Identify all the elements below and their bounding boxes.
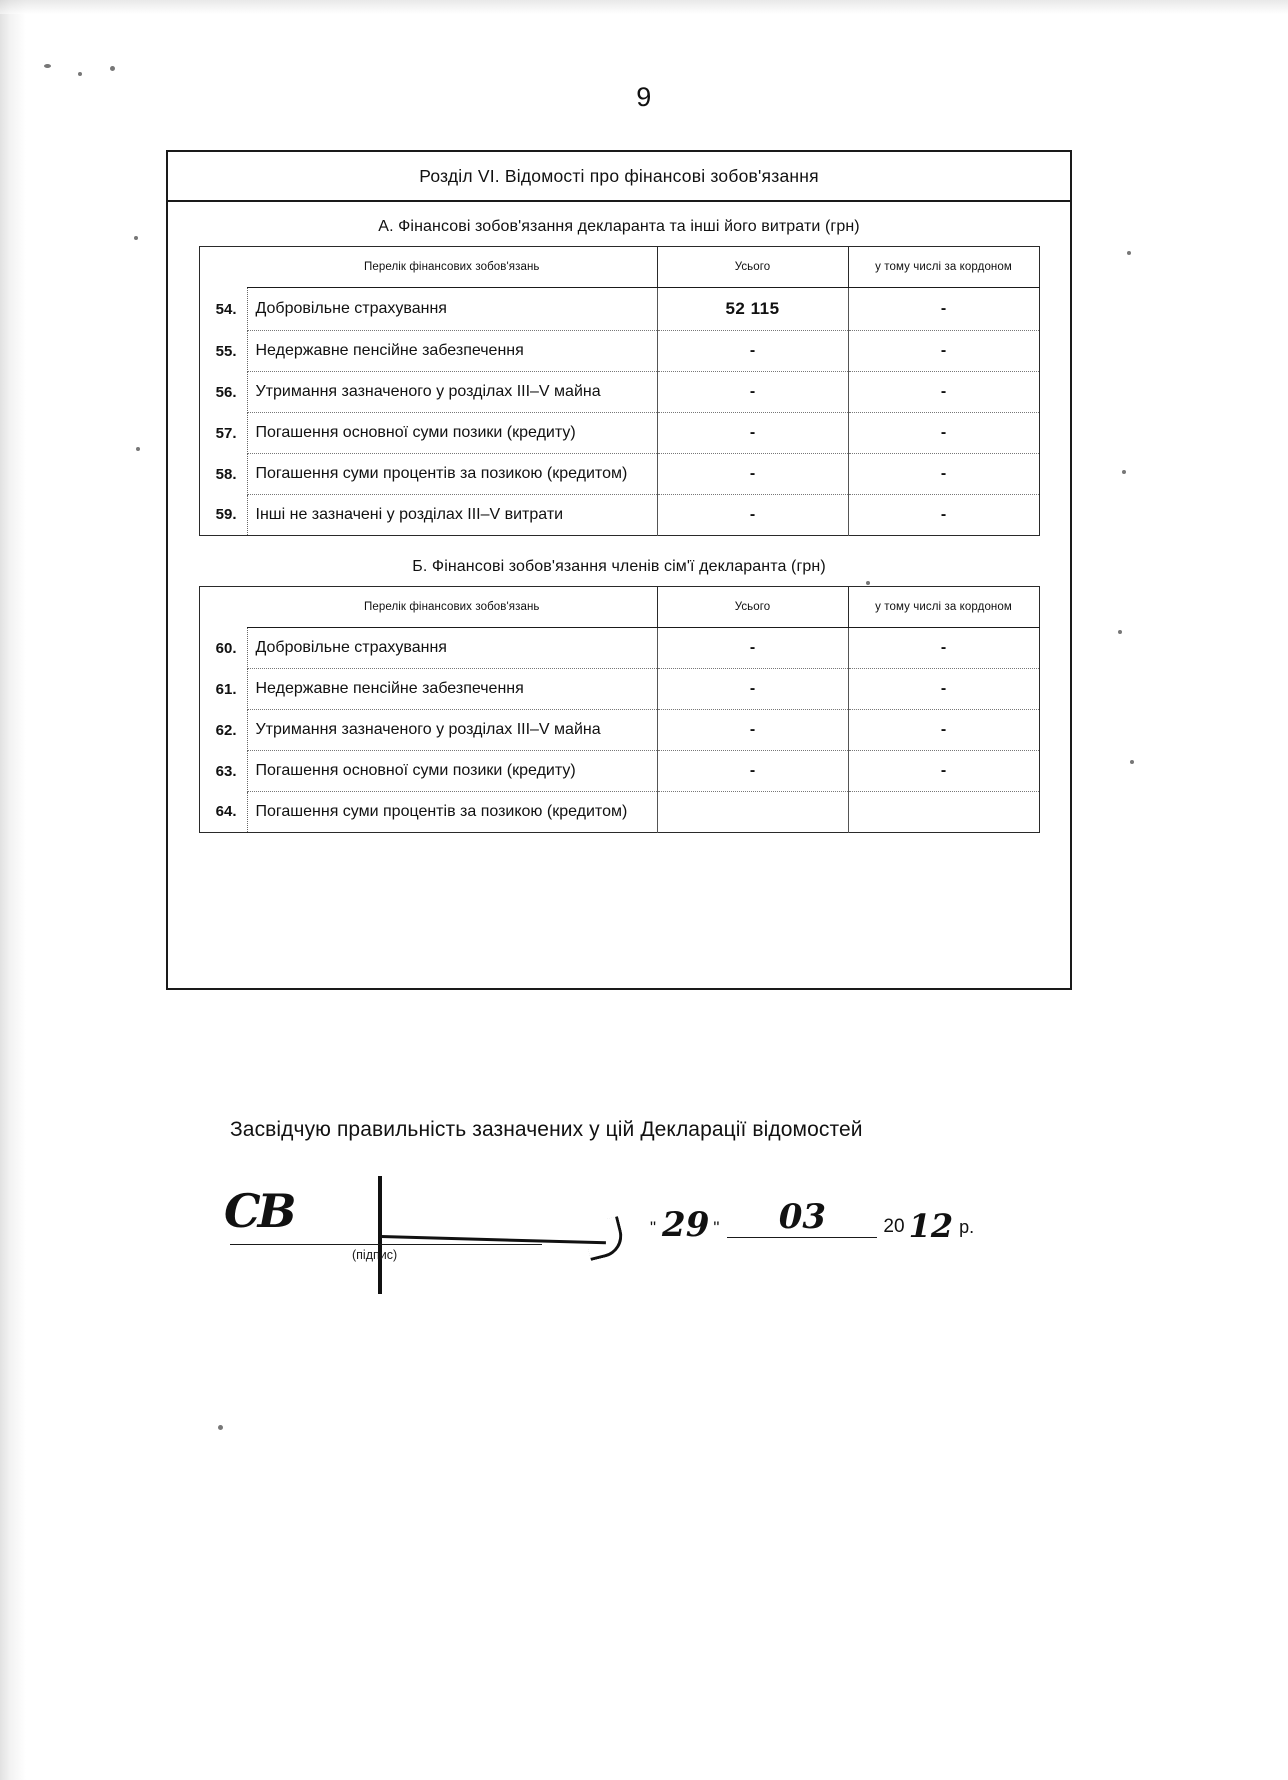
column-header-total: Усього — [657, 247, 848, 288]
scan-speck — [110, 66, 115, 71]
column-header-number — [199, 587, 247, 628]
table-header-row — [199, 247, 1039, 288]
page-number: 9 — [636, 82, 652, 112]
row-total-value: - — [657, 751, 848, 792]
table-row — [199, 331, 1039, 372]
table-row — [199, 792, 1039, 833]
row-abroad-value: - — [848, 288, 1039, 331]
signature-line — [230, 1244, 542, 1245]
table-row — [199, 372, 1039, 413]
row-total-value: - — [657, 710, 848, 751]
table-row — [199, 495, 1039, 536]
row-number: 61. — [199, 669, 247, 710]
column-header-name: Перелік фінансових зобов'язань — [247, 587, 657, 628]
column-header-abroad: у тому числі за кордоном — [848, 247, 1039, 288]
signature-stroke-hook — [582, 1216, 627, 1261]
table-row — [199, 288, 1039, 331]
row-number: 58. — [199, 454, 247, 495]
table-row — [199, 669, 1039, 710]
row-abroad-value: - — [848, 751, 1039, 792]
table-b-body — [199, 628, 1039, 833]
row-number: 62. — [199, 710, 247, 751]
row-number: 63. — [199, 751, 247, 792]
scan-speck — [134, 236, 138, 240]
scan-speck — [44, 64, 51, 68]
row-total-value: - — [657, 331, 848, 372]
date-group — [650, 1197, 975, 1245]
row-label: Добровільне страхування — [247, 288, 657, 331]
scan-speck — [1118, 630, 1122, 634]
row-number: 60. — [199, 628, 247, 669]
signature-block — [224, 1118, 1050, 1272]
date-year: 12 — [908, 1207, 954, 1245]
row-abroad-value: - — [848, 669, 1039, 710]
row-label: Утримання зазначеного у розділах III–V майна — [247, 372, 657, 413]
row-label: Погашення суми процентів за позикою (кредитом) — [247, 792, 657, 833]
quote-open: " — [650, 1218, 657, 1237]
row-label: Утримання зазначеного у розділах III–V майна — [247, 710, 657, 751]
row-total-value: - — [657, 669, 848, 710]
table-row — [199, 710, 1039, 751]
subsection-a-title: А. Фінансові зобов'язання декларанта та інші його витрати (грн) — [378, 218, 860, 235]
row-label: Недержавне пенсійне забезпечення — [247, 331, 657, 372]
signature-caption: (підпис) — [352, 1248, 398, 1262]
table-a-body — [199, 288, 1039, 536]
year-prefix: 20 — [883, 1216, 905, 1237]
row-total-value — [657, 792, 848, 833]
table-row — [199, 751, 1039, 792]
row-abroad-value: - — [848, 331, 1039, 372]
table-header-row — [199, 587, 1039, 628]
row-label: Погашення основної суми позики (кредиту) — [247, 751, 657, 792]
scan-speck — [218, 1425, 223, 1430]
column-header-abroad: у тому числі за кордоном — [848, 587, 1039, 628]
financial-obligations-table-b — [199, 586, 1040, 833]
row-abroad-value: - — [848, 372, 1039, 413]
date-day: 29 — [662, 1205, 710, 1245]
section-title: Розділ VI. Відомості про фінансові зобов'язання — [168, 152, 1070, 202]
signature-row — [224, 1162, 1050, 1272]
scan-speck — [1130, 760, 1134, 764]
date-month-field — [727, 1197, 877, 1238]
scan-speck — [1122, 470, 1126, 474]
row-label: Погашення суми процентів за позикою (кредитом) — [247, 454, 657, 495]
row-total-value: - — [657, 628, 848, 669]
year-suffix: р. — [959, 1217, 975, 1237]
quote-close: " — [713, 1218, 720, 1237]
row-number: 64. — [199, 792, 247, 833]
column-header-name: Перелік фінансових зобов'язань — [247, 247, 657, 288]
row-label: Погашення основної суми позики (кредиту) — [247, 413, 657, 454]
column-header-number — [199, 247, 247, 288]
subsection-b-title: Б. Фінансові зобов'язання членів сім'ї декларанта (грн) — [412, 558, 826, 575]
row-total-value: - — [657, 413, 848, 454]
row-label: Недержавне пенсійне забезпечення — [247, 669, 657, 710]
table-row — [199, 628, 1039, 669]
row-total-value: 52 115 — [657, 288, 848, 331]
declaration-section-frame — [166, 150, 1072, 990]
certification-statement: Засвідчую правильність зазначених у цій Декларації відомостей — [230, 1118, 863, 1141]
row-abroad-value: - — [848, 628, 1039, 669]
table-row — [199, 413, 1039, 454]
table-row — [199, 454, 1039, 495]
row-abroad-value: - — [940, 506, 947, 523]
row-number: 55. — [199, 331, 247, 372]
row-label: Добровільне страхування — [247, 628, 657, 669]
row-number: 57. — [199, 413, 247, 454]
row-abroad-value: - — [848, 710, 1039, 751]
date-month: 03 — [778, 1197, 827, 1237]
financial-obligations-table-a — [199, 246, 1040, 536]
row-abroad-value: - — [848, 454, 1039, 495]
handwritten-signature: СВ — [224, 1184, 294, 1238]
column-header-total: Усього — [657, 587, 848, 628]
scan-edge-shadow-left — [0, 0, 26, 1780]
row-total-value: - — [657, 372, 848, 413]
scan-speck — [1127, 251, 1131, 255]
row-number: 56. — [199, 372, 247, 413]
signature-stroke-horizontal — [380, 1235, 606, 1244]
scan-speck — [78, 72, 82, 76]
row-total-value: - — [657, 454, 848, 495]
row-label: Інші не зазначені у розділах III–V витрати — [247, 495, 657, 536]
row-number: 59. — [199, 495, 247, 536]
scan-speck — [136, 447, 140, 451]
row-number: 54. — [199, 288, 247, 331]
scan-edge-shadow-top — [0, 0, 1288, 14]
row-total-value: - — [657, 495, 848, 536]
row-abroad-value: - — [848, 413, 1039, 454]
row-abroad-value — [848, 792, 1039, 833]
